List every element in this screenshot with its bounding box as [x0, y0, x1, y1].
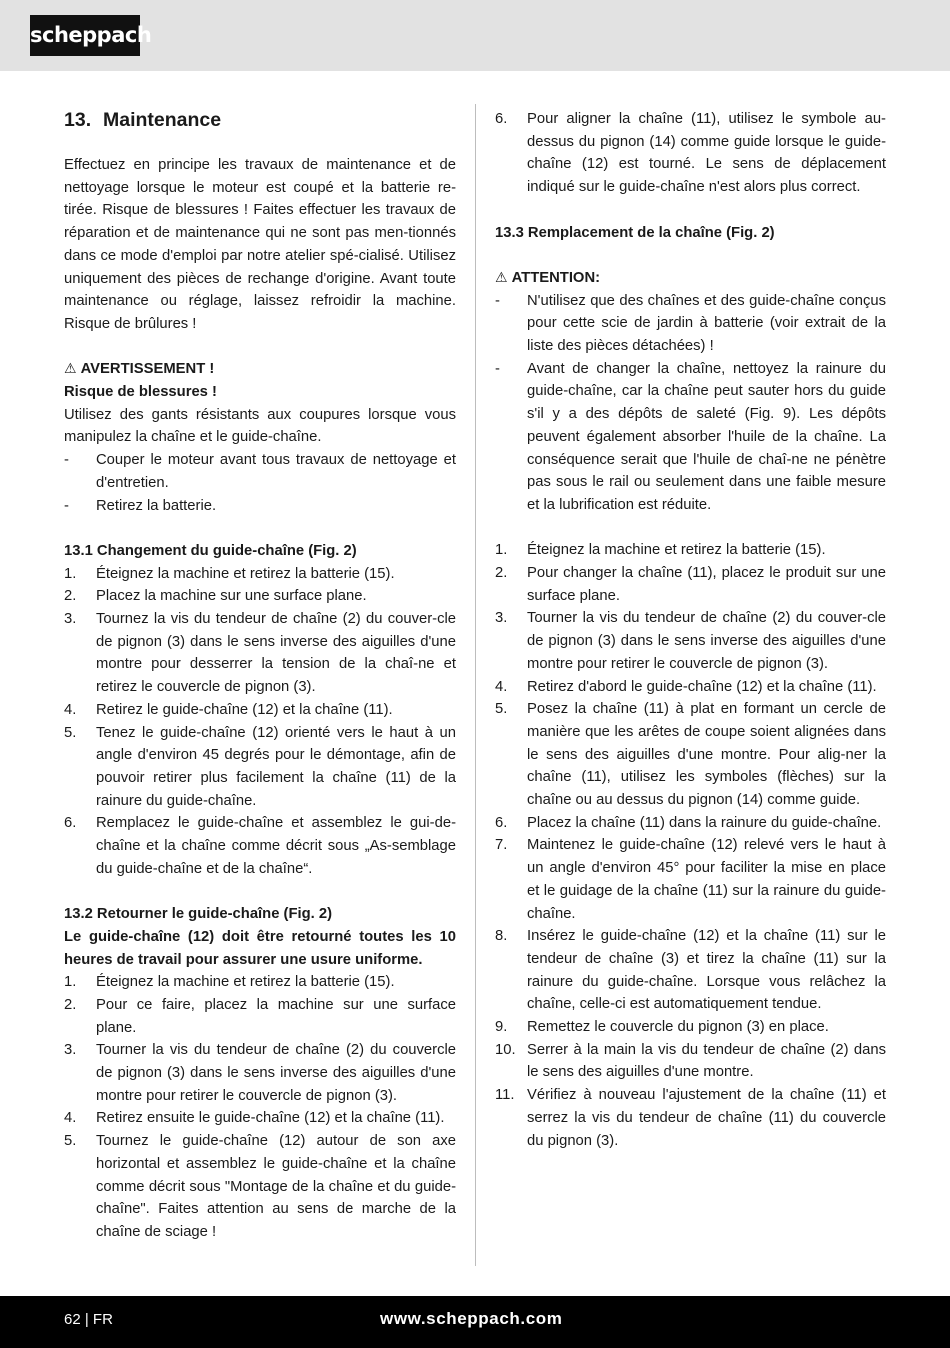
list-text: Pour aligner la chaîne (11), utilisez le symbole au-dessus du pignon (14) comme guide lorsque le guide-chaîne (12) est tourné. Le sens de déplacement indiqué sur le guide-chaîne n'est alors plus correct. — [527, 111, 886, 196]
list-text: Retirez d'abord le guide-chaîne (12) et la chaîne (11). — [527, 678, 877, 695]
subsection-title-13-3: 13.3 Remplacement de la chaîne (Fig. 2) — [495, 224, 775, 241]
list-item — [495, 562, 886, 607]
list-marker: 4. — [64, 701, 77, 718]
list-text: Éteignez la machine et retirez la batterie (15). — [96, 565, 395, 582]
list-marker: 3. — [64, 611, 77, 628]
list-item — [64, 722, 456, 813]
list-text: Éteignez la machine et retirez la batterie (15). — [96, 974, 395, 991]
list-item — [495, 925, 886, 1016]
section-title-text: Maintenance — [103, 109, 222, 131]
list-item — [495, 834, 886, 925]
list-marker: - — [64, 497, 69, 514]
warning-subtitle: Risque de blessures ! — [64, 384, 217, 401]
brand-logo: scheppach — [30, 15, 140, 56]
list-item — [495, 290, 886, 358]
list-item — [495, 812, 886, 835]
list-text: Retirez le guide-chaîne (12) et la chaîne (11). — [96, 701, 393, 718]
warning-text: Utilisez des gants résistants aux coupures lorsque vous manipulez la chaîne et le guide-chaîne. — [64, 406, 456, 446]
list-item — [64, 812, 456, 880]
list-text: Posez la chaîne (11) à plat en formant un cercle de manière que les arêtes de coupe soient alignées dans le sens des aiguilles d'une montre. Pour alig-ner la chaîne (11), utilisez les symboles (flèches) sur la chaîne ou au dessus du pignon (14) comme guide. — [527, 701, 886, 809]
list-item — [495, 539, 886, 562]
page-header — [0, 0, 950, 71]
list-item — [64, 1039, 456, 1107]
list-text: Remettez le couvercle du pignon (3) en place. — [527, 1019, 829, 1036]
warning-triangle-icon: ⚠ — [64, 361, 77, 378]
steps-list-13-1 — [64, 563, 456, 881]
list-item — [495, 676, 886, 699]
list-text: Pour ce faire, placez la machine sur une surface plane. — [96, 996, 456, 1036]
list-marker: 5. — [64, 1133, 77, 1150]
section-title — [64, 108, 456, 132]
list-item — [495, 1016, 886, 1039]
list-item — [495, 358, 886, 517]
attention-title: ATTENTION: — [511, 269, 601, 286]
page-number: 62 | FR — [64, 1311, 113, 1328]
list-item — [495, 1039, 886, 1084]
list-item — [64, 971, 456, 994]
list-item — [64, 449, 456, 494]
list-text: Remplacez le guide-chaîne et assemblez le gui-de-chaîne et la chaîne comme décrit sous „As-semblage du guide-chaîne et de la chaîne“. — [96, 815, 456, 877]
list-item — [64, 495, 456, 518]
list-marker: 1. — [495, 542, 508, 559]
list-marker: 3. — [495, 610, 508, 627]
list-item — [64, 699, 456, 722]
list-marker: 6. — [495, 814, 508, 831]
steps-list-13-2-continued — [495, 108, 886, 199]
list-text: Placez la chaîne (11) dans la rainure du guide-chaîne. — [527, 814, 882, 831]
list-marker: 1. — [64, 565, 77, 582]
list-marker: 5. — [495, 701, 508, 718]
attention-heading — [495, 267, 886, 290]
list-item — [64, 1107, 456, 1130]
list-marker: 6. — [64, 815, 77, 832]
list-item — [64, 1130, 456, 1244]
list-item — [495, 698, 886, 812]
website-link[interactable]: www.scheppach.com — [380, 1309, 563, 1328]
list-marker: 9. — [495, 1019, 508, 1036]
steps-list-13-2 — [64, 971, 456, 1243]
list-text: Retirez la batterie. — [96, 497, 217, 514]
list-item — [495, 108, 886, 199]
list-marker: 10. — [495, 1041, 516, 1058]
list-item — [64, 563, 456, 586]
list-text: Placez la machine sur une surface plane. — [96, 588, 367, 605]
list-text: Éteignez la machine et retirez la batterie (15). — [527, 542, 826, 559]
list-marker: 11. — [495, 1087, 515, 1104]
list-marker: 5. — [64, 724, 77, 741]
list-item — [64, 585, 456, 608]
list-marker: 7. — [495, 837, 508, 854]
subsection-note-13-2: Le guide-chaîne (12) doit être retourné toutes les 10 heures de travail pour assurer une usure uniforme. — [64, 928, 456, 968]
warning-heading — [64, 358, 456, 381]
list-item — [64, 994, 456, 1039]
list-text: Maintenez le guide-chaîne (12) relevé vers le haut à un angle d'environ 45° pour faciliter la mise en place et le guidage de la chaîne (11) sur la rainure du guide-chaîne. — [527, 837, 886, 922]
subsection-title-13-2: 13.2 Retourner le guide-chaîne (Fig. 2) — [64, 906, 333, 923]
list-marker: 8. — [495, 928, 508, 945]
list-text: Avant de changer la chaîne, nettoyez la rainure du guide-chaîne, car la chaîne peut sauter hors du guide s'il y a des dépôts de saleté (Fig. 9). Les dépôts peuvent également absorber l'huile de la chaîne. La conséquence serait que l'huile de chaî-ne ne pénètre pas sous le rail ou seulement dans une faible mesure et la lubrification est réduite. — [527, 360, 886, 513]
warning-triangle-icon: ⚠ — [495, 269, 508, 286]
list-text: Insérez le guide-chaîne (12) et la chaîne (11) sur le tendeur de chaîne (3) et tirez la chaîne (11) sur la rainure du guide-chaîne. Lorsque vous relâchez la chaîne, celle-ci est automatiquement tendue. — [527, 928, 886, 1013]
list-item — [64, 608, 456, 699]
intro-paragraph: Effectuez en principe les travaux de maintenance et de nettoyage lorsque le moteur est coupé et la batterie re-tirée. Risque de blessures ! Faites effectuer les travaux de réparation et de maintenance qui ne sont pas men-tionnés dans ce mode d'emploi par notre atelier spé-cialisé. Utilisez uniquement des pièces de rechange d'origine. Avant toute maintenance ou réglage, laissez refroidir la machine. Risque de brûlures ! — [64, 157, 456, 332]
warning-list — [64, 449, 456, 517]
warning-title: AVERTISSEMENT ! — [80, 361, 215, 378]
list-marker: 3. — [64, 1042, 77, 1059]
list-text: Tournez la vis du tendeur de chaîne (2) du couver-cle de pignon (3) dans le sens inverse des aiguilles d'une montre pour desserrer la tension de la chaî-ne et retirez le couvercle de pignon (3). — [96, 611, 456, 696]
list-marker: - — [495, 292, 500, 309]
list-item — [495, 607, 886, 675]
list-marker: 4. — [64, 1110, 77, 1127]
list-marker: 2. — [64, 588, 77, 605]
list-marker: - — [64, 452, 69, 469]
list-text: N'utilisez que des chaînes et des guide-chaîne conçus pour cette scie de jardin à batterie (voir extrait de la liste des pièces détachées) ! — [527, 292, 886, 354]
list-text: Vérifiez à nouveau l'ajustement de la chaîne (11) et serrez la vis du tendeur de chaîne (11) du couvercle du pignon (3). — [527, 1087, 886, 1149]
list-text: Tourner la vis du tendeur de chaîne (2) du couvercle de pignon (3) dans le sens inverse des aiguilles d'une montre pour retirer le couvercle de pignon (3). — [96, 1042, 456, 1104]
left-column — [64, 108, 456, 1244]
list-marker: 1. — [64, 974, 77, 991]
attention-list — [495, 290, 886, 517]
list-text: Pour changer la chaîne (11), placez le produit sur une surface plane. — [527, 565, 886, 604]
subsection-title-13-1: 13.1 Changement du guide-chaîne (Fig. 2) — [64, 542, 357, 559]
steps-list-13-3 — [495, 539, 886, 1152]
section-number: 13. — [64, 109, 92, 131]
list-text: Tournez le guide-chaîne (12) autour de son axe horizontal et assemblez le guide-chaîne et la chaîne comme décrit sous "Montage de la chaîne et du guide-chaîne". Faites attention au sens de marche de la chaîne de sciage ! — [96, 1133, 456, 1240]
list-marker: - — [495, 360, 500, 377]
column-divider — [475, 104, 476, 1266]
list-marker: 4. — [495, 678, 508, 695]
list-item — [495, 1084, 886, 1152]
list-text: Serrer à la main la vis du tendeur de chaîne (2) dans le sens des aiguilles d'une montre. — [527, 1041, 886, 1081]
list-text: Couper le moteur avant tous travaux de nettoyage et d'entretien. — [96, 452, 456, 491]
list-text: Tenez le guide-chaîne (12) orienté vers le haut à un angle d'environ 45 degrés pour le démontage, afin de pouvoir retirer plus facilement la chaîne (11) de la rainure du guide-chaîne. — [96, 724, 456, 809]
list-marker: 6. — [495, 111, 508, 127]
list-marker: 2. — [495, 565, 508, 582]
page-footer — [0, 1296, 950, 1348]
list-marker: 2. — [64, 996, 77, 1013]
list-text: Retirez ensuite le guide-chaîne (12) et la chaîne (11). — [96, 1110, 445, 1127]
right-column — [495, 108, 886, 1152]
list-text: Tourner la vis du tendeur de chaîne (2) du couver-cle de pignon (3) dans le sens inverse des aiguilles d'une montre pour retirer le couvercle de pignon (3). — [527, 610, 886, 672]
